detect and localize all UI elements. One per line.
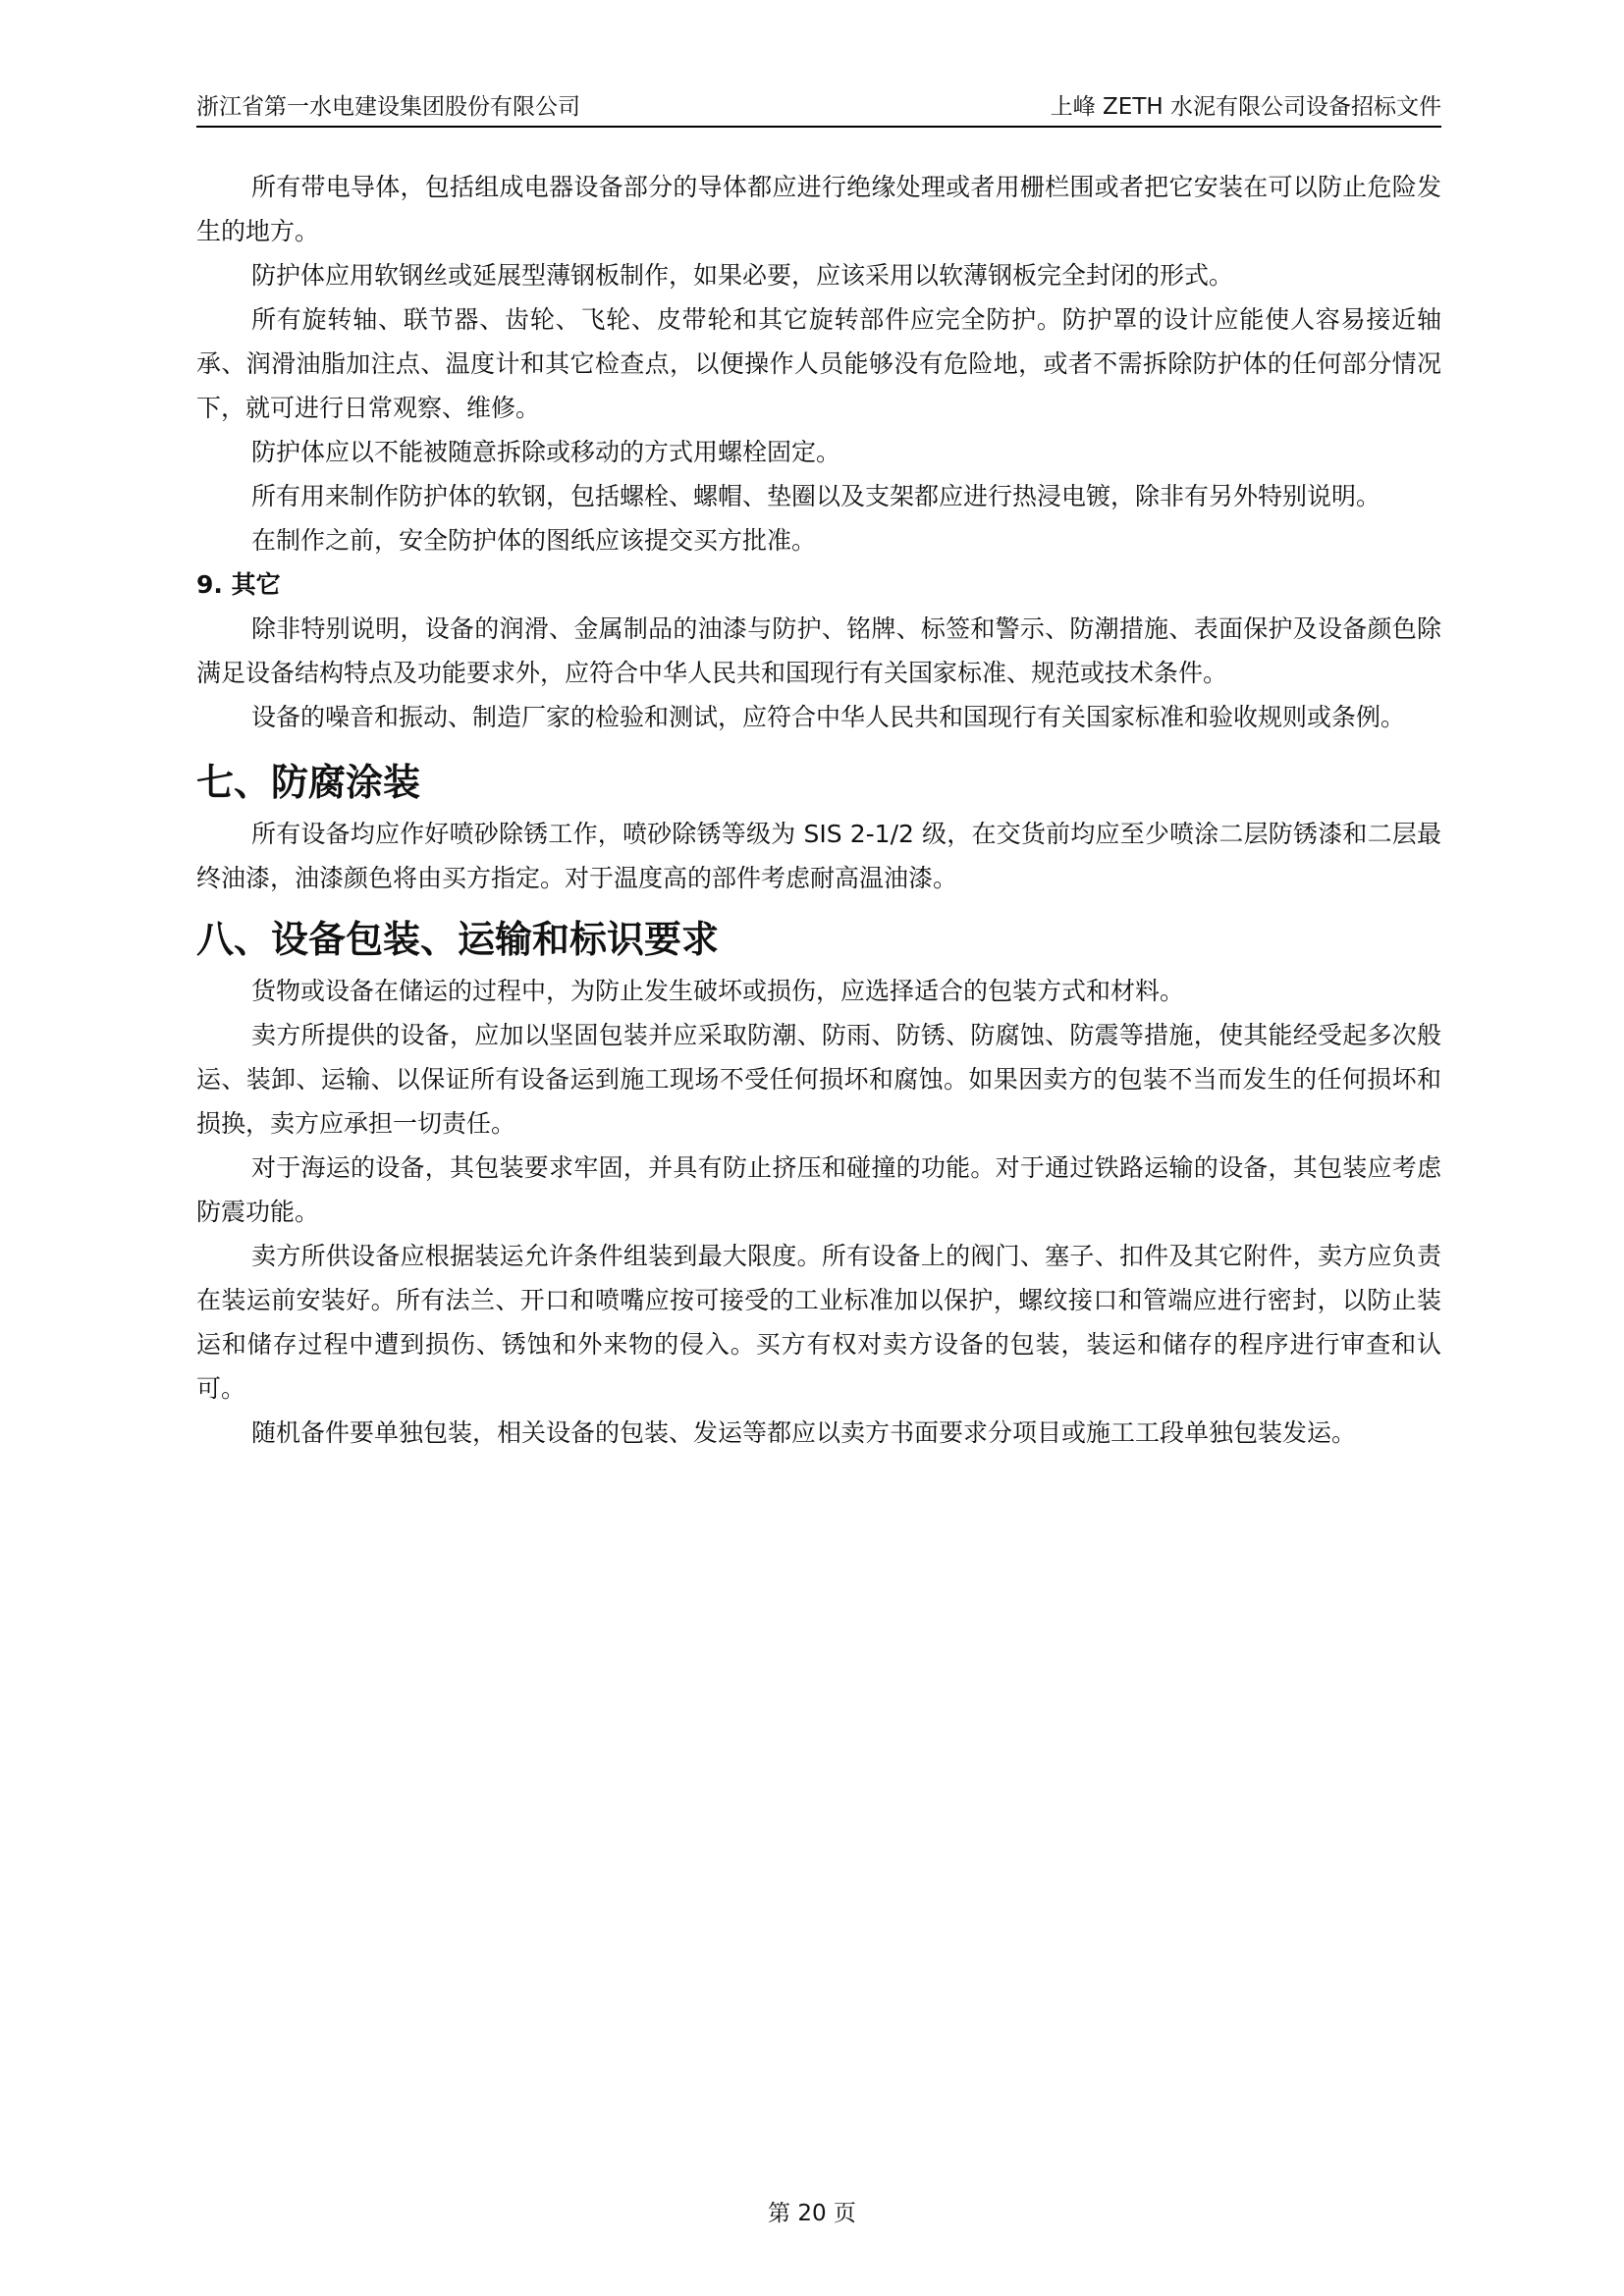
subsection-heading: 9. 其它 [196,570,281,599]
header-company: 浙江省第一水电建设集团股份有限公司 [196,94,580,120]
paragraph: 除非特别说明，设备的润滑、金属制品的油漆与防护、铭牌、标签和警示、防潮措施、表面保护及设备颜色除满足设备结构特点及功能要求外，应符合中华人民共和国现行有关国家标准、规范或技术条件。 [196,614,1441,687]
paragraph: 所有用来制作防护体的软钢，包括螺栓、螺帽、垫圈以及支架都应进行热浸电镀，除非有另外特别说明。 [251,482,1381,510]
paragraph: 在制作之前，安全防护体的图纸应该提交买方批准。 [251,526,817,555]
page-header [196,92,1441,128]
paragraph: 货物或设备在储运的过程中，为防止发生破坏或损伤，应选择适合的包装方式和材料。 [251,977,1185,1005]
paragraph: 卖方所提供的设备，应加以坚固包装并应采取防潮、防雨、防锈、防腐蚀、防震等措施，使其能经受起多次般运、装卸、运输、以保证所有设备运到施工现场不受任何损坏和腐蚀。如果因卖方的包装不当而发生的任何损坏和损换，卖方应承担一切责任。 [196,1021,1441,1138]
page-number: 第 20 页 [768,2201,856,2226]
header-document-title: 上峰 ZETH 水泥有限公司设备招标文件 [1050,94,1441,120]
paragraph: 对于海运的设备，其包装要求牢固，并具有防止挤压和碰撞的功能。对于通过铁路运输的设备，其包装应考虑防震功能。 [196,1153,1441,1226]
section-heading: 八、设备包装、运输和标识要求 [196,918,720,961]
paragraph: 防护体应以不能被随意拆除或移动的方式用螺栓固定。 [251,438,841,466]
section-heading: 七、防腐涂装 [196,761,421,804]
paragraph: 所有带电导体，包括组成电器设备部分的导体都应进行绝缘处理或者用栅栏围或者把它安装在可以防止危险发生的地方。 [196,173,1441,245]
paragraph: 防护体应用软钢丝或延展型薄钢板制作，如果必要，应该采用以软薄钢板完全封闭的形式。 [251,261,1234,290]
paragraph: 卖方所供设备应根据装运允许条件组装到最大限度。所有设备上的阀门、塞子、扣件及其它附件，卖方应负责在装运前安装好。所有法兰、开口和喷嘴应按可接受的工业标准加以保护，螺纹接口和管端应进行密封，以防止装运和储存过程中遭到损伤、锈蚀和外来物的侵入。买方有权对卖方设备的包装，装运和储存的程序进行审查和认可。 [196,1242,1441,1403]
paragraph: 所有旋转轴、联节器、齿轮、飞轮、皮带轮和其它旋转部件应完全防护。防护罩的设计应能使人容易接近轴承、润滑油脂加注点、温度计和其它检查点，以便操作人员能够没有危险地，或者不需拆除防护体的任何部分情况下，就可进行日常观察、维修。 [196,305,1441,422]
paragraph: 设备的噪音和振动、制造厂家的检验和测试，应符合中华人民共和国现行有关国家标准和验收规则或条例。 [251,703,1406,731]
paragraph: 随机备件要单独包装，相关设备的包装、发运等都应以卖方书面要求分项目或施工工段单独包装发运。 [251,1418,1357,1447]
document-body [196,165,1441,1455]
paragraph: 所有设备均应作好喷砂除锈工作，喷砂除锈等级为 SIS 2-1/2 级，在交货前均应至少喷涂二层防锈漆和二层最终油漆，油漆颜色将由买方指定。对于温度高的部件考虑耐高温油漆。 [196,820,1441,892]
